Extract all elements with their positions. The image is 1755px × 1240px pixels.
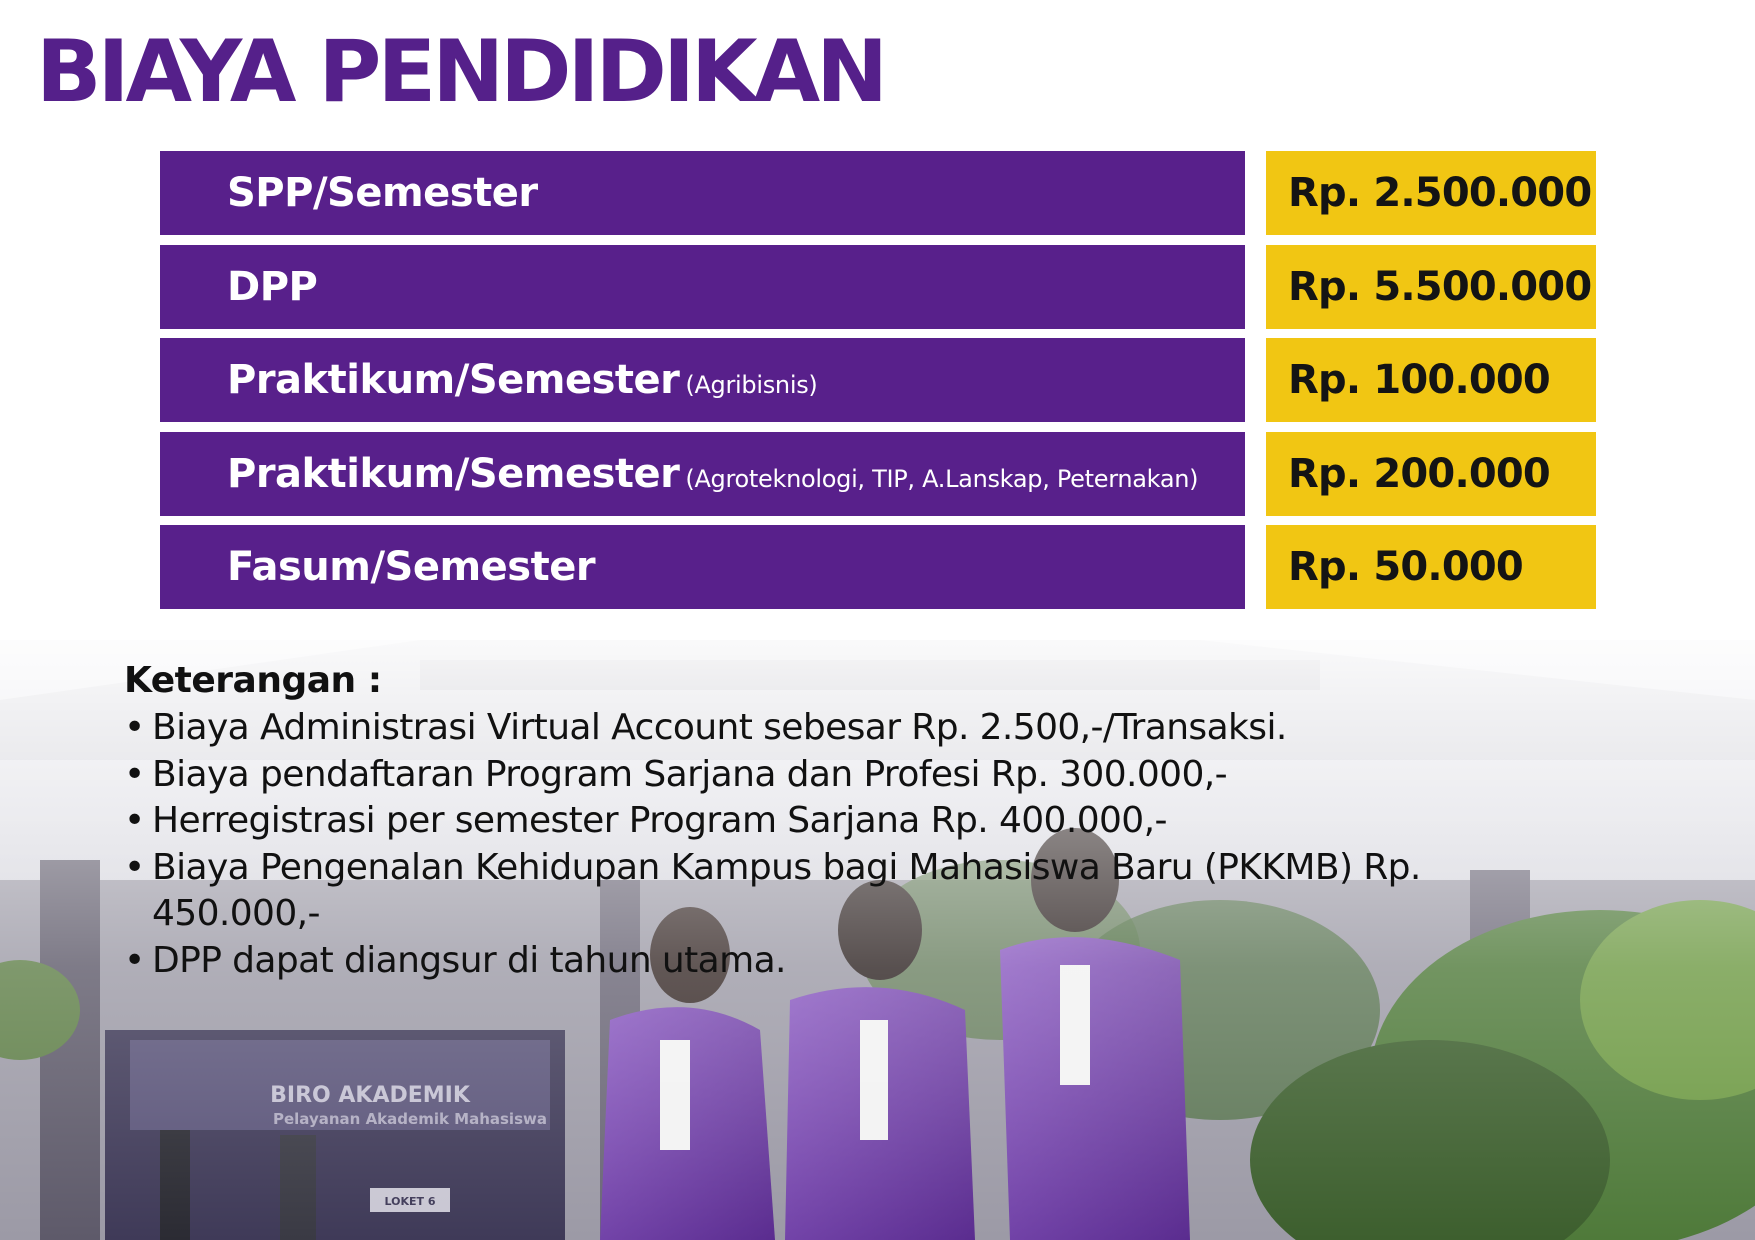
bullet-icon: • [124,800,145,841]
fee-note: (Agroteknologi, TIP, A.Lanskap, Peternakan) [685,464,1199,493]
fee-row-praktikum-other [160,432,1596,516]
fee-amount: Rp. 2.500.000 [1266,151,1596,235]
list-item [124,845,1562,938]
notes-list [124,705,1604,984]
notes-section [124,657,1604,984]
note-text: Biaya Pengenalan Kehidupan Kampus bagi Mahasiswa Baru (PKKMB) Rp. 450.000,- [152,846,1421,934]
fee-row-spp [160,151,1596,235]
fee-label-cell [160,245,1245,329]
list-item [124,752,1604,799]
fee-row-dpp [160,245,1596,329]
fee-label-cell [160,525,1245,609]
note-text: Biaya pendaftaran Program Sarjana dan Profesi Rp. 300.000,- [152,753,1228,795]
note-text: DPP dapat diangsur di tahun utama. [152,939,786,981]
fee-note: (Agribisnis) [685,371,818,399]
bullet-icon: • [124,939,145,981]
list-item [124,705,1604,752]
list-item [124,798,1604,845]
note-text: Herregistrasi per semester Program Sarjana Rp. 400.000,- [152,800,1167,841]
bullet-icon: • [124,707,145,748]
fee-amount: Rp. 100.000 [1266,338,1596,422]
fee-label-cell [160,432,1245,516]
fee-amount: Rp. 5.500.000 [1266,245,1596,329]
fee-label: DPP [227,263,318,310]
page-title: BIAYA PENDIDIKAN [36,22,885,122]
bullet-icon: • [124,753,145,795]
fee-label: SPP/Semester [227,170,538,216]
fee-amount: Rp. 50.000 [1266,525,1596,609]
fee-label-cell [160,338,1245,422]
fee-label-cell [160,151,1245,235]
fee-table [160,151,1596,619]
fee-label: Praktikum/Semester [227,357,680,403]
fee-row-praktikum-agribisnis [160,338,1596,422]
fee-label: Fasum/Semester [227,544,596,590]
note-text: Biaya Administrasi Virtual Account sebesar Rp. 2.500,-/Transaksi. [152,707,1287,748]
fee-amount: Rp. 200.000 [1266,432,1596,516]
notes-heading: Keterangan : [124,660,382,701]
fee-label: Praktikum/Semester [227,450,680,497]
fee-row-fasum [160,525,1596,609]
bullet-icon: • [124,846,145,888]
list-item [124,938,1604,985]
